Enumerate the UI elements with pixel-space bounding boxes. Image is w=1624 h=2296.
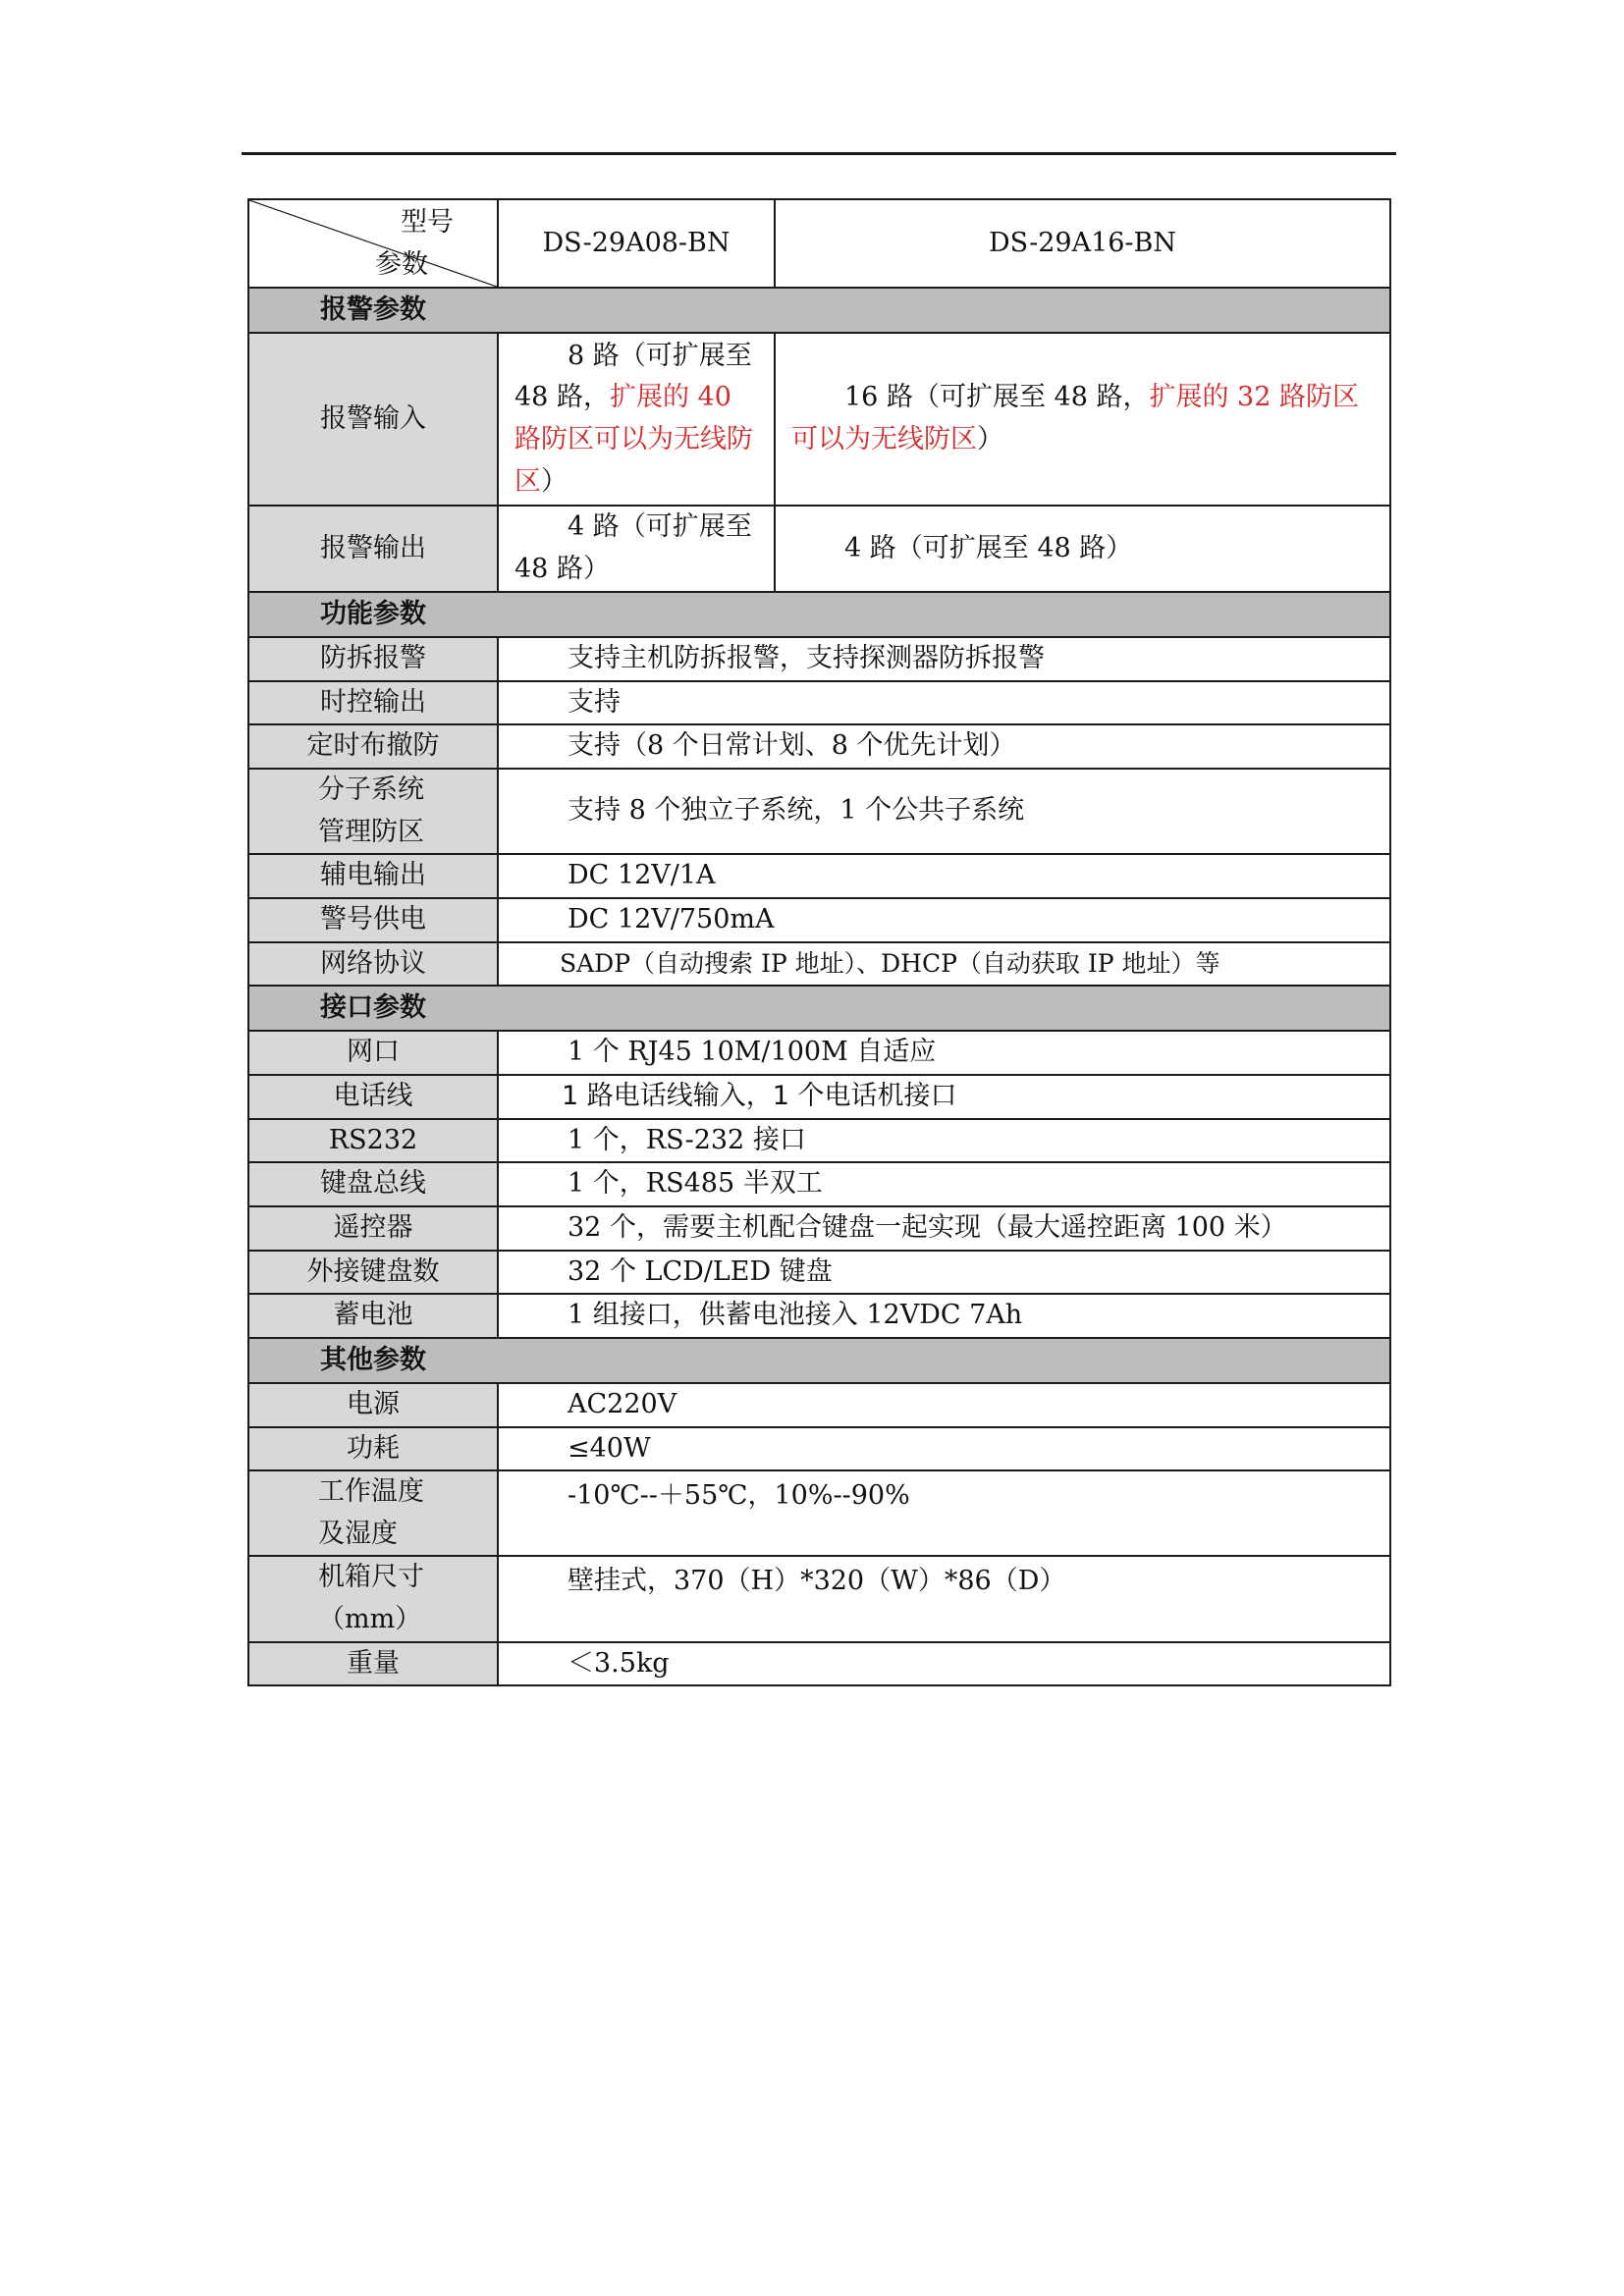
alarm-input-b-text: 16 路（可扩展至 48 路，: [844, 382, 1150, 413]
row-value: 1 个，RS485 半双工: [498, 1162, 1390, 1206]
alarm-input-label: 报警输入: [248, 333, 498, 506]
alarm-input-a: [498, 333, 775, 506]
row-value: DC 12V/750mA: [498, 898, 1390, 942]
row-label: 分子系统管理防区: [248, 769, 498, 854]
row-value: 1 个 RJ45 10M/100M 自适应: [498, 1031, 1390, 1075]
row-label: 功耗: [248, 1427, 498, 1471]
section-title-interface: 接口参数: [248, 986, 1390, 1031]
row-label: 重量: [248, 1642, 498, 1686]
row-value: 1 组接口，供蓄电池接入 12VDC 7Ah: [498, 1294, 1390, 1338]
row-value: 1 个，RS-232 接口: [498, 1119, 1390, 1163]
table-row: [248, 854, 1390, 898]
corner-top-label: 型号: [401, 207, 454, 238]
row-label: 辅电输出: [248, 854, 498, 898]
corner-bottom-label: 参数: [375, 249, 428, 281]
alarm-input-a-text: 8 路（可扩展至48 路，: [514, 340, 752, 413]
model-b-header: DS-29A16-BN: [775, 199, 1390, 288]
table-row: [248, 1642, 1390, 1686]
row-label: 警号供电: [248, 898, 498, 942]
header-rule: [242, 152, 1396, 155]
row-value: 支持（8 个日常计划、8 个优先计划）: [498, 724, 1390, 769]
table-row: [248, 769, 1390, 854]
row-label: 网口: [248, 1031, 498, 1075]
row-label: 网络协议: [248, 942, 498, 987]
section-row-other: [248, 1338, 1390, 1383]
section-row-alarm: [248, 288, 1390, 333]
row-label: 电话线: [248, 1075, 498, 1119]
section-row-interface: [248, 986, 1390, 1031]
model-a-header: DS-29A08-BN: [498, 199, 775, 288]
diagonal-line: [249, 200, 497, 287]
table-row: [248, 898, 1390, 942]
row-value: 32 个，需要主机配合键盘一起实现（最大遥控距离 100 米）: [498, 1206, 1390, 1251]
alarm-output-row: [248, 506, 1390, 592]
row-value: 支持主机防拆报警，支持探测器防拆报警: [498, 637, 1390, 681]
row-value: AC220V: [498, 1383, 1390, 1427]
table-row: [248, 1470, 1390, 1556]
header-row: [248, 199, 1390, 288]
alarm-input-a-note: 扩展的 40 路防区可以为无线防区: [514, 382, 753, 497]
table-row: [248, 724, 1390, 769]
section-row-function: [248, 592, 1390, 637]
row-value: 壁挂式，370（H）*320（W）*86（D）: [498, 1556, 1390, 1641]
row-label: 键盘总线: [248, 1162, 498, 1206]
table-row: [248, 1162, 1390, 1206]
table-row: [248, 1206, 1390, 1251]
alarm-input-b: [775, 333, 1390, 506]
row-label: 工作温度及湿度: [248, 1470, 498, 1556]
row-label: 机箱尺寸（mm）: [248, 1556, 498, 1641]
table-row: [248, 1556, 1390, 1641]
corner-cell: [248, 199, 498, 288]
alarm-input-b-tail: ）: [977, 424, 1003, 454]
row-value: ≤40W: [498, 1427, 1390, 1471]
row-label: 电源: [248, 1383, 498, 1427]
alarm-output-a: 4 路（可扩展至48 路）: [498, 506, 775, 592]
table-row: [248, 681, 1390, 725]
row-value: 1 路电话线输入，1 个电话机接口: [498, 1075, 1390, 1119]
alarm-input-a-tail: ）: [541, 465, 568, 497]
row-value: ＜3.5kg: [498, 1642, 1390, 1686]
row-value: 支持: [498, 681, 1390, 725]
section-title-other: 其他参数: [248, 1338, 1390, 1383]
table-row: [248, 1075, 1390, 1119]
table-row: [248, 1294, 1390, 1338]
row-value: 32 个 LCD/LED 键盘: [498, 1251, 1390, 1295]
row-value: DC 12V/1A: [498, 854, 1390, 898]
alarm-output-label: 报警输出: [248, 506, 498, 592]
row-value: 支持 8 个独立子系统，1 个公共子系统: [498, 769, 1390, 854]
row-label: 时控输出: [248, 681, 498, 725]
alarm-input-row: [248, 333, 1390, 506]
row-value: -10℃--＋55℃，10%--90%: [498, 1470, 1390, 1556]
row-label: RS232: [248, 1119, 498, 1163]
row-label: 遥控器: [248, 1206, 498, 1251]
spec-table: [247, 198, 1391, 1686]
row-value: SADP（自动搜索 IP 地址）、DHCP（自动获取 IP 地址）等: [498, 942, 1390, 987]
section-title-alarm: 报警参数: [248, 288, 1390, 333]
table-row: [248, 1031, 1390, 1075]
row-label: 定时布撤防: [248, 724, 498, 769]
row-label: 蓄电池: [248, 1294, 498, 1338]
table-row: [248, 1427, 1390, 1471]
section-title-function: 功能参数: [248, 592, 1390, 637]
table-row: [248, 1251, 1390, 1295]
table-row: [248, 637, 1390, 681]
table-row: [248, 1383, 1390, 1427]
row-label: 防拆报警: [248, 637, 498, 681]
alarm-input-b-note: 扩展的 32 路防区可以为无线防区: [791, 382, 1359, 454]
table-row: [248, 942, 1390, 987]
alarm-output-b: 4 路（可扩展至 48 路）: [775, 506, 1390, 592]
row-label: 外接键盘数: [248, 1251, 498, 1295]
table-row: [248, 1119, 1390, 1163]
